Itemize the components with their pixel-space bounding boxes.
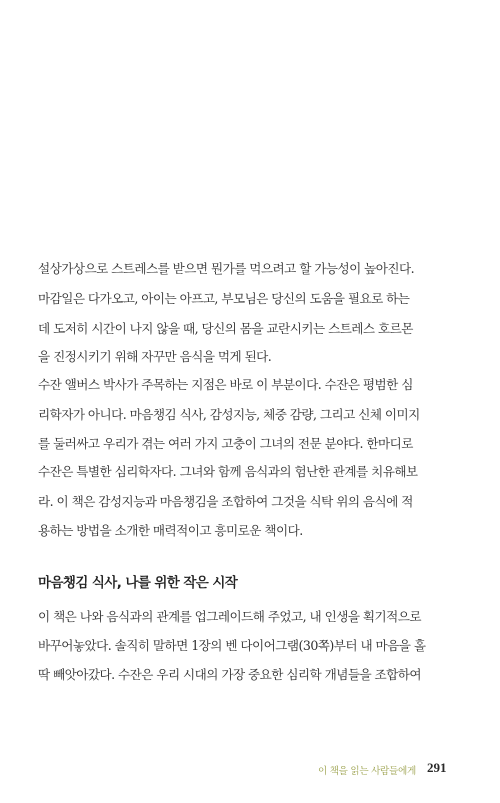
paragraph-1-line-2: 마감일은 다가오고, 아이는 아프고, 부모님은 당신의 도움을 필요로 하는 xyxy=(38,291,410,306)
paragraph-2-line-3: 를 둘러싸고 우리가 겪는 여러 가지 고충이 그녀의 전문 분야다. 한마디로 xyxy=(38,436,413,451)
paragraph-2-line-2: 리학자가 아니다. 마음챙김 식사, 감성지능, 체중 감량, 그리고 신체 이미지 xyxy=(38,407,420,422)
page-number: 291 xyxy=(427,760,447,775)
paragraph-1-line-1: 설상가상으로 스트레스를 받으면 뭔가를 먹으려고 할 가능성이 높아진다. xyxy=(38,261,415,276)
paragraph-2-line-4: 수잔은 특별한 심리학자다. 그녀와 함께 음식과의 험난한 관계를 치유해보 xyxy=(38,464,418,479)
paragraph-2-line-5: 라. 이 책은 감성지능과 마음챙김을 조합하여 그것을 식탁 위의 음식에 적 xyxy=(38,494,413,509)
paragraph-2-line-1: 수잔 앨버스 박사가 주목하는 지점은 바로 이 부분이다. 수잔은 평범한 심 xyxy=(38,377,413,392)
paragraph-1-line-3: 데 도저히 시간이 나지 않을 때, 당신의 몸을 교란시키는 스트레스 호르몬 xyxy=(38,321,413,336)
paragraph-3-line-3: 딱 빼앗아갔다. 수잔은 우리 시대의 가장 중요한 심리학 개념들을 조합하여 xyxy=(38,667,421,682)
paragraph-1-line-4: 을 진정시키기 위해 자꾸만 음식을 먹게 된다. xyxy=(38,349,272,364)
paragraph-3-line-2: 바꾸어놓았다. 솔직히 말하면 1장의 벤 다이어그램(30쪽)부터 내 마음을 홀 xyxy=(38,638,426,653)
paragraph-3-line-1: 이 책은 나와 음식과의 관계를 업그레이드해 주었고, 내 인생을 획기적으로 xyxy=(38,609,421,624)
running-title: 이 책을 읽는 사람들에게 xyxy=(318,766,416,777)
paragraph-2-line-6: 용하는 방법을 소개한 매력적이고 흥미로운 책이다. xyxy=(38,523,303,538)
section-heading: 마음챙김 식사, 나를 위한 작은 시작 xyxy=(38,575,238,591)
